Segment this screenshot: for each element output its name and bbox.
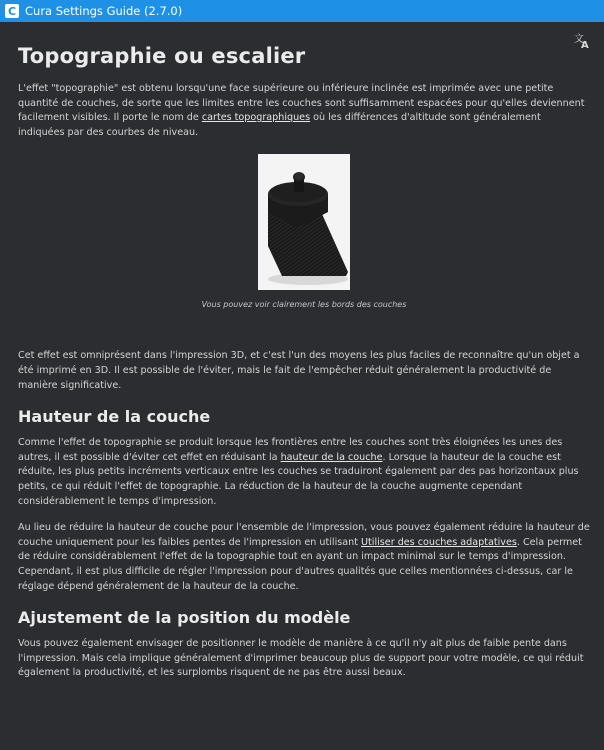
content-area bbox=[0, 22, 604, 750]
s1p2-text-b: . Cela permet de réduire considérablement l'effet de la topographie tout en ayant un impact minimal sur le temps d'impression. Cependant, il est plus difficile de régler l'impression pour d'autres qualités que celles mentionnées ci-dessus, car le réglage dépend généralement de la hauteur de la couche. bbox=[18, 536, 582, 592]
section1-paragraph-2 bbox=[18, 521, 590, 594]
link-hauteur-de-la-couche[interactable]: hauteur de la couche bbox=[280, 451, 383, 463]
s1p2-text-a: Au lieu de réduire la hauteur de couche pour l'ensemble de l'impression, vous pouvez également réduire la hauteur de couche uniquement pour les faibles pentes de l'impression en utilisant bbox=[18, 522, 590, 548]
article bbox=[18, 44, 590, 693]
cura-app-icon: C bbox=[5, 4, 19, 18]
title-bar bbox=[0, 0, 604, 22]
intro-text-2: où les différences d'altitude sont généralement indiquées par des courbes de niveau. bbox=[18, 112, 541, 138]
layered-print-image bbox=[258, 154, 350, 290]
s1p1-text-b: . Lorsque la hauteur de la couche est réduite, les plus petits incréments verticaux entre les couches se traduiront également par des pas horizontaux plus petits, ce qui réduit l'effet de topographie. La réduction de la hauteur de la couche augmente cependant considérablement le temps d'impression. bbox=[18, 451, 579, 507]
paragraph-2: Cet effet est omniprésent dans l'impression 3D, et c'est l'un des moyens les plus faciles de reconnaître qu'un objet a été imprimé en 3D. Il est possible de l'éviter, mais le fait de l'empêcher réduit généralement la productivité de manière significative. bbox=[18, 350, 580, 391]
section-title-layer-height: Hauteur de la couche bbox=[18, 407, 211, 427]
section-title-model-position: Ajustement de la position du modèle bbox=[18, 608, 351, 628]
figure-caption: Vous pouvez voir clairement les bords des couches bbox=[201, 300, 407, 310]
link-cartes-topographiques[interactable]: cartes topographiques bbox=[201, 112, 311, 124]
svg-text:A: A bbox=[581, 40, 589, 49]
section1-paragraph-1 bbox=[18, 436, 590, 509]
intro-text-1: L'effet "topographie" est obtenu lorsqu'une face supérieure ou inférieure inclinée est imprimée avec une petite quantité de couches, de sorte que les limites entre les couches sont suffisamment espacées pour qu'elles deviennent facilement visibles. Il porte le nom de bbox=[18, 83, 585, 124]
intro-paragraph bbox=[18, 82, 590, 140]
figure bbox=[18, 154, 590, 309]
window-title: Cura Settings Guide (2.7.0) bbox=[25, 4, 183, 18]
s1p1-text-a: Comme l'effet de topographie se produit lorsque les frontières entre les couches sont très éloignées les unes des autres, il est possible d'éviter cet effet en réduisant la bbox=[18, 437, 563, 463]
link-couches-adaptatives[interactable]: Utiliser des couches adaptatives bbox=[361, 536, 517, 548]
section2-paragraph-1: Vous pouvez également envisager de positionner le modèle de manière à ce qu'il n'y ait plus de faible pente dans l'impression. Mais cela implique généralement d'imprimer beaucoup plus de support pour votre modèle, ce qui réduit également la productivité, et les surplombs risquent de ne pas être aussi beaux. bbox=[18, 638, 584, 679]
svg-text:文: 文 bbox=[574, 34, 584, 45]
page-title: Topographie ou escalier bbox=[18, 44, 306, 68]
